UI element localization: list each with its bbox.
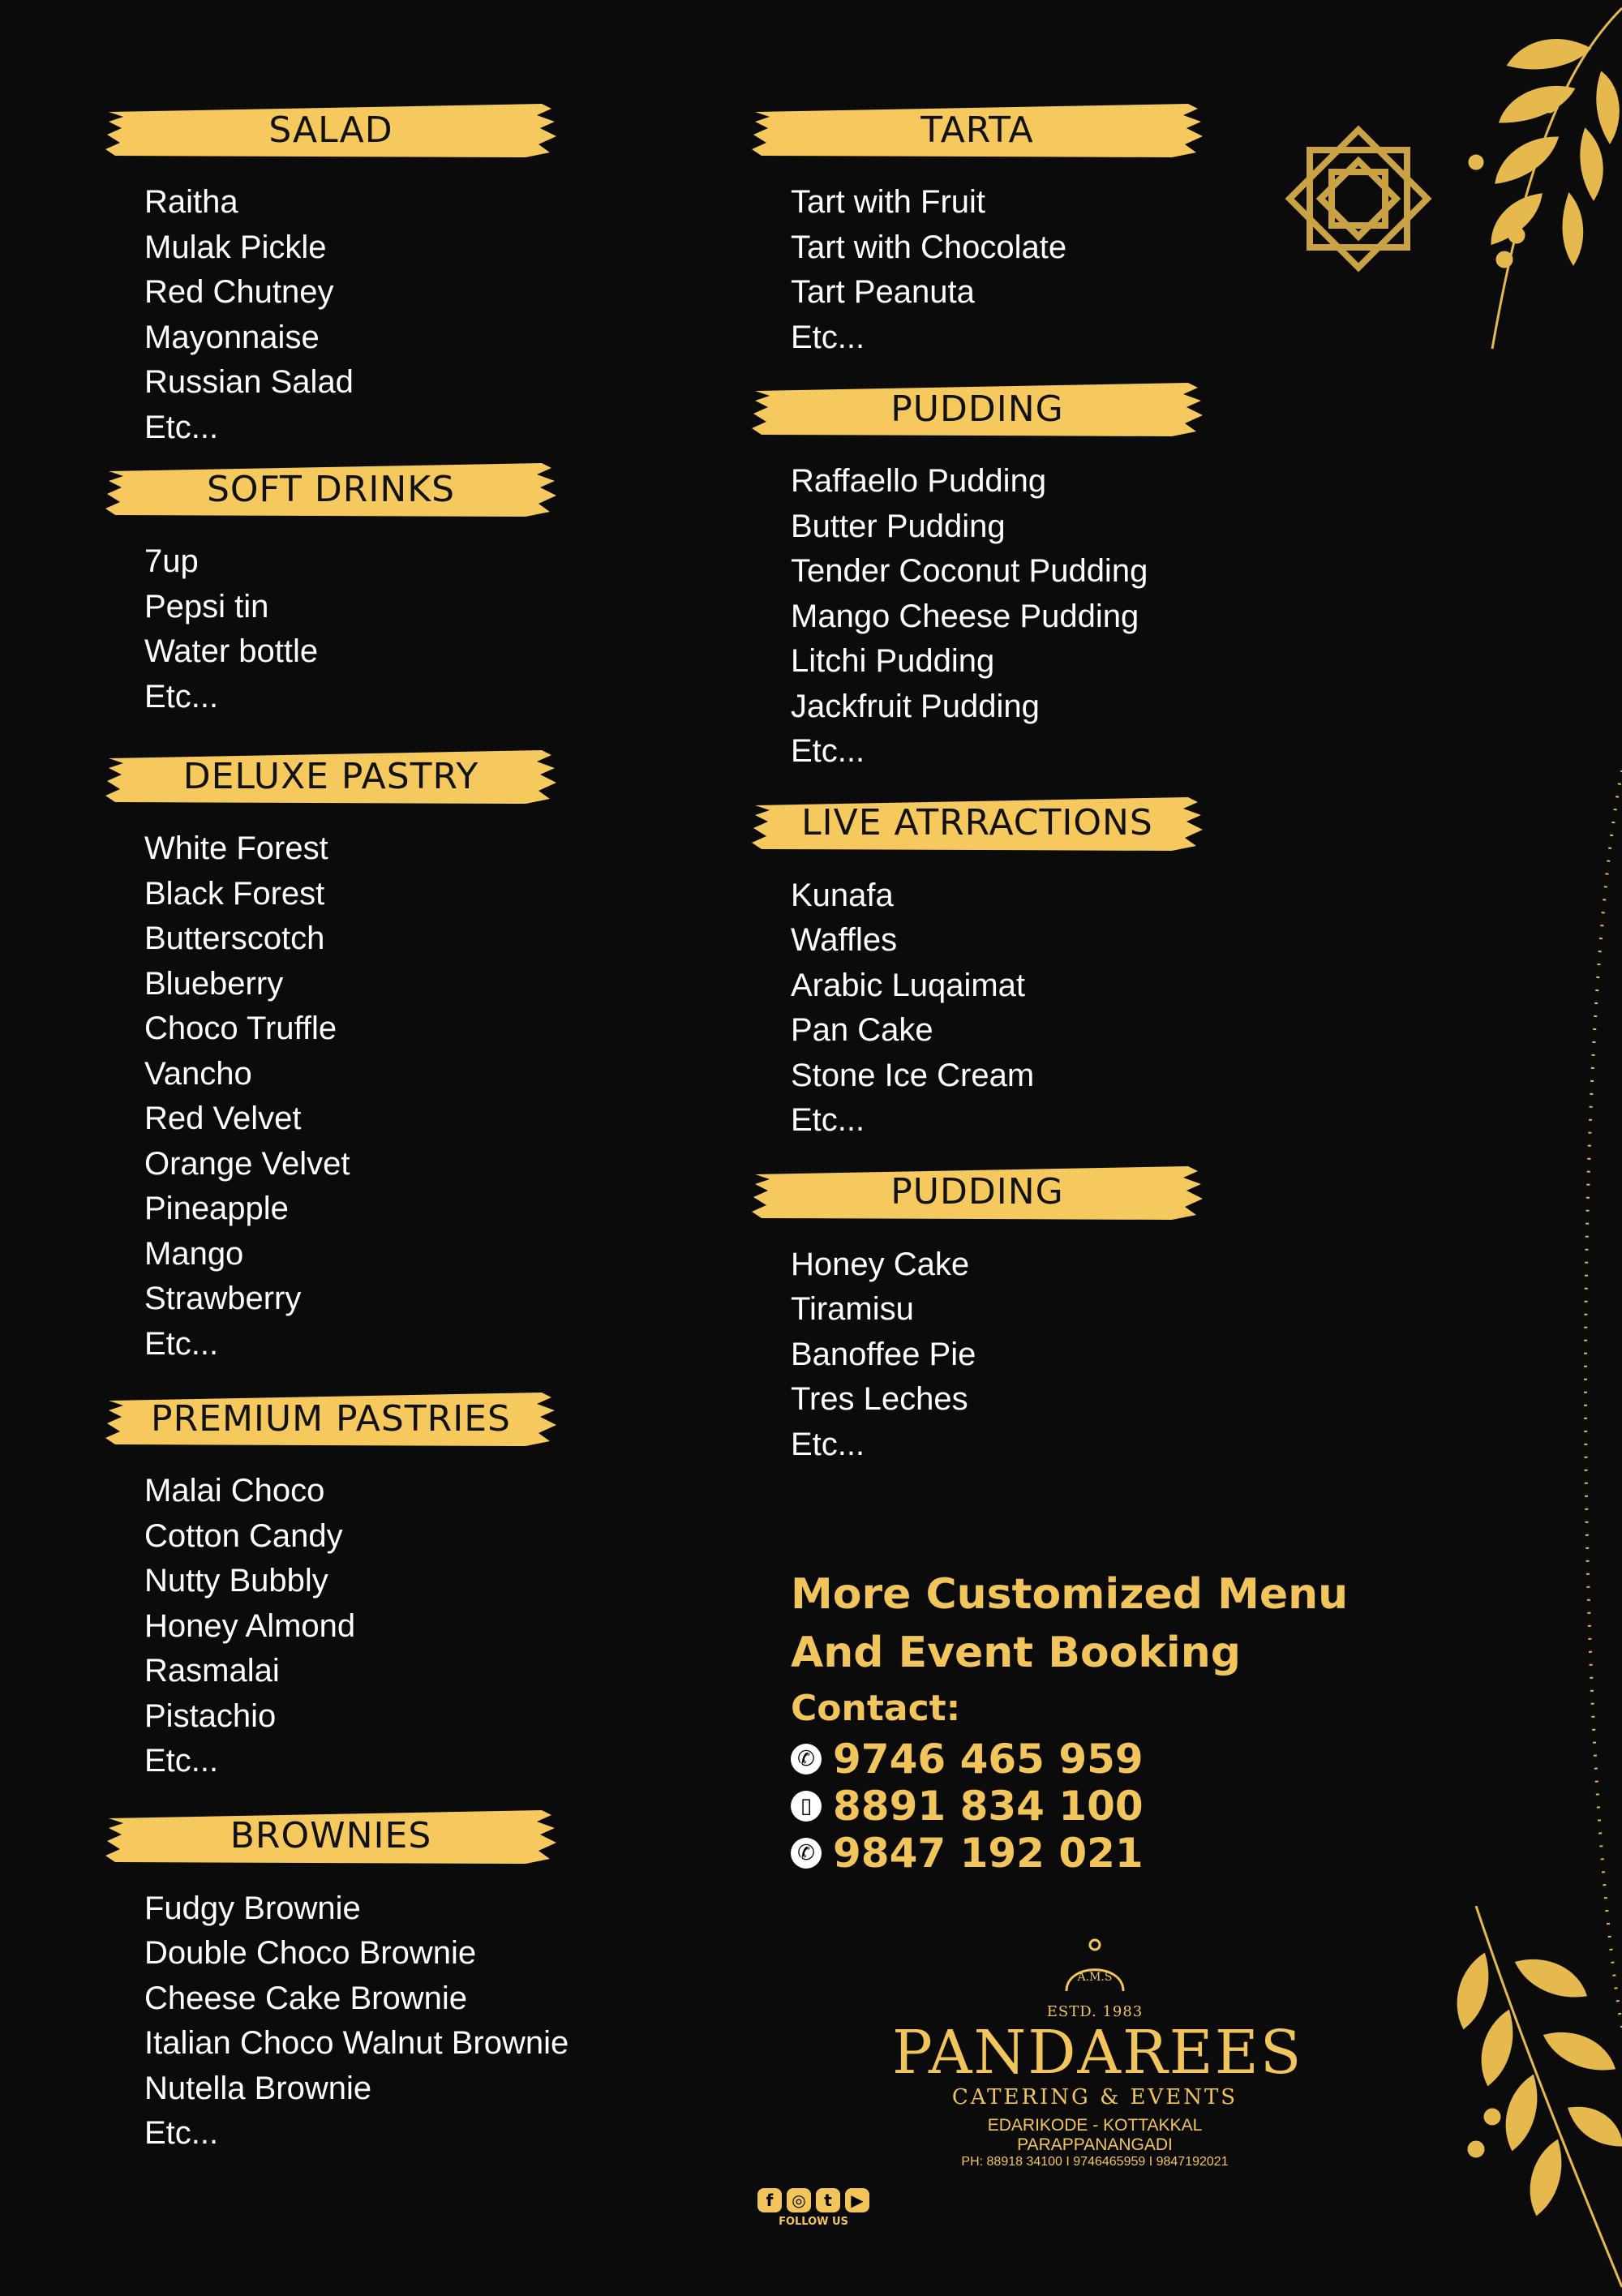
list-item: Tart with Chocolate: [791, 229, 1067, 265]
item-list: [104, 826, 623, 1367]
section-banner: [104, 744, 558, 809]
section-deluxe-pastry: [104, 744, 623, 1367]
list-item: Water bottle: [144, 633, 319, 669]
list-item: Waffles: [791, 922, 898, 958]
brand-name: PANDAREES: [892, 2018, 1303, 2088]
list-item: Fudgy Brownie: [144, 1890, 361, 1926]
list-item: Stone Ice Cream: [791, 1057, 1035, 1093]
section-pudding-2: [750, 1160, 1318, 1468]
section-banner: [750, 376, 1204, 441]
list-item: Jackfruit Pudding: [791, 688, 1040, 724]
contact-heading-line2: And Event Booking: [791, 1629, 1241, 1677]
whatsapp-icon: ✆: [791, 1744, 822, 1775]
list-item: Malai Choco: [144, 1473, 325, 1508]
section-tarta: [750, 97, 1318, 360]
section-title: LIVE ATRRACTIONS: [801, 802, 1153, 843]
brand-address-line1: EDARIKODE - KOTTAKKAL: [987, 2116, 1203, 2135]
list-item: Etc...: [144, 2115, 219, 2151]
section-brownies: [104, 1804, 623, 2157]
list-item: Vancho: [144, 1055, 252, 1092]
list-item: Butterscotch: [144, 921, 325, 956]
brand-monogram: A.M.S: [1077, 1971, 1113, 1984]
list-item: Etc...: [144, 678, 219, 715]
section-banner: [104, 97, 558, 162]
list-item: Raitha: [144, 184, 238, 220]
follow-us-label: FOLLOW US: [779, 2216, 848, 2228]
youtube-icon[interactable]: ▶: [845, 2188, 869, 2212]
list-item: Etc...: [144, 1325, 219, 1362]
list-item: Mango Cheese Pudding: [791, 598, 1139, 634]
right-column: [750, 97, 1318, 1467]
section-soft-drinks: [104, 457, 623, 719]
list-item: Arabic Luqaimat: [791, 967, 1026, 1003]
item-list: [750, 1242, 1318, 1468]
list-item: Tart Peanuta: [791, 274, 975, 310]
list-item: Etc...: [791, 1426, 865, 1462]
section-pudding-1: [750, 376, 1318, 775]
list-item: Choco Truffle: [144, 1011, 337, 1046]
list-item: Strawberry: [144, 1281, 302, 1316]
list-item: Cheese Cake Brownie: [144, 1980, 467, 2016]
list-item: Orange Velvet: [144, 1145, 350, 1182]
section-banner: [104, 1386, 558, 1451]
item-list: [104, 1886, 623, 2157]
list-item: Black Forest: [144, 875, 325, 912]
phone-row[interactable]: [791, 1736, 1440, 1783]
section-banner: [104, 1804, 558, 1869]
left-column: [104, 97, 623, 2157]
list-item: Nutty Bubbly: [144, 1563, 328, 1599]
mobile-phone-icon: ▯: [791, 1791, 822, 1822]
list-item: Pepsi tin: [144, 588, 269, 624]
facebook-icon[interactable]: f: [757, 2188, 782, 2212]
leaf-branch-top-icon: [1427, 0, 1622, 357]
section-banner: [750, 791, 1204, 856]
list-item: Etc...: [791, 1102, 865, 1138]
brand-phone-line: PH: 88918 34100 I 9746465959 I 9847192021: [961, 2155, 1229, 2169]
section-title: DELUXE PASTRY: [182, 755, 479, 797]
item-list: [104, 180, 623, 450]
phone-number[interactable]: 9847 192 021: [833, 1830, 1144, 1877]
section-banner: [104, 457, 558, 521]
list-item: Mango: [144, 1235, 244, 1272]
twitter-icon[interactable]: t: [816, 2188, 840, 2212]
section-banner: [750, 1160, 1204, 1225]
list-item: Butter Pudding: [791, 508, 1006, 544]
list-item: Honey Cake: [791, 1246, 970, 1282]
item-list: [750, 873, 1318, 1144]
list-item: Nutella Brownie: [144, 2070, 372, 2106]
list-item: Cotton Candy: [144, 1517, 343, 1554]
list-item: Double Choco Brownie: [144, 1935, 477, 1971]
list-item: Rasmalai: [144, 1653, 280, 1689]
list-item: Pistachio: [144, 1697, 277, 1734]
social-icons: [744, 2188, 882, 2212]
list-item: Red Velvet: [144, 1101, 302, 1136]
phone-number[interactable]: 8891 834 100: [833, 1783, 1144, 1830]
list-item: Russian Salad: [144, 364, 354, 400]
list-item: Pineapple: [144, 1191, 289, 1226]
list-item: Etc...: [144, 409, 219, 445]
phone-number[interactable]: 9746 465 959: [833, 1736, 1144, 1783]
section-title: TARTA: [920, 109, 1034, 151]
list-item: Litchi Pudding: [791, 643, 995, 679]
list-item: Banoffee Pie: [791, 1336, 976, 1372]
list-item: Etc...: [791, 733, 865, 769]
list-item: Raffaello Pudding: [791, 463, 1047, 499]
list-item: Honey Almond: [144, 1607, 356, 1644]
list-item: 7up: [144, 543, 199, 579]
phone-row[interactable]: [791, 1783, 1440, 1830]
section-banner: [750, 97, 1204, 162]
list-item: Etc...: [791, 319, 865, 355]
contact-label: Contact:: [791, 1688, 961, 1729]
section-title: PREMIUM PASTRIES: [151, 1397, 511, 1440]
list-item: Kunafa: [791, 877, 894, 913]
brand-subtitle: CATERING & EVENTS: [951, 2085, 1238, 2109]
dotted-arc-decoration: [1557, 770, 1622, 2028]
brand-address-line2: PARAPPANANGADI: [1017, 2135, 1173, 2154]
section-title: PUDDING: [890, 388, 1064, 430]
list-item: Blueberry: [144, 965, 284, 1002]
contact-block: [791, 1565, 1440, 1877]
item-list: [750, 459, 1318, 775]
section-title: BROWNIES: [230, 1815, 432, 1856]
list-item: Italian Choco Walnut Brownie: [144, 2025, 569, 2061]
section-title: SOFT DRINKS: [206, 468, 456, 510]
contact-heading-line1: More Customized Menu: [791, 1570, 1349, 1619]
social-block: [744, 2188, 882, 2228]
list-item: Mayonnaise: [144, 319, 320, 355]
list-item: Etc...: [144, 1743, 219, 1779]
list-item: White Forest: [144, 830, 328, 866]
list-item: Mulak Pickle: [144, 229, 327, 265]
list-item: Tiramisu: [791, 1291, 914, 1327]
item-list: [104, 1469, 623, 1784]
brand-estd: ESTD. 1983: [1046, 2003, 1144, 2020]
section-salad: [104, 97, 623, 450]
section-title: PUDDING: [890, 1171, 1064, 1212]
instagram-icon[interactable]: ◎: [787, 2188, 811, 2212]
list-item: Red Chutney: [144, 274, 334, 310]
section-live-attractions: [750, 791, 1318, 1144]
section-premium-pastries: [104, 1386, 623, 1784]
section-title: SALAD: [268, 109, 393, 151]
leaf-branch-bottom-icon: [1427, 1906, 1622, 2295]
list-item: Tres Leches: [791, 1381, 968, 1417]
item-list: [104, 539, 623, 719]
cloche-logo-icon: [1054, 1930, 1135, 2003]
list-item: Tart with Fruit: [791, 184, 986, 220]
list-item: Tender Coconut Pudding: [791, 553, 1148, 589]
phone-row[interactable]: [791, 1830, 1440, 1877]
whatsapp-icon: ✆: [791, 1838, 822, 1869]
item-list: [750, 180, 1318, 360]
brand-logo-block: [892, 1930, 1303, 2169]
list-item: Pan Cake: [791, 1012, 933, 1048]
